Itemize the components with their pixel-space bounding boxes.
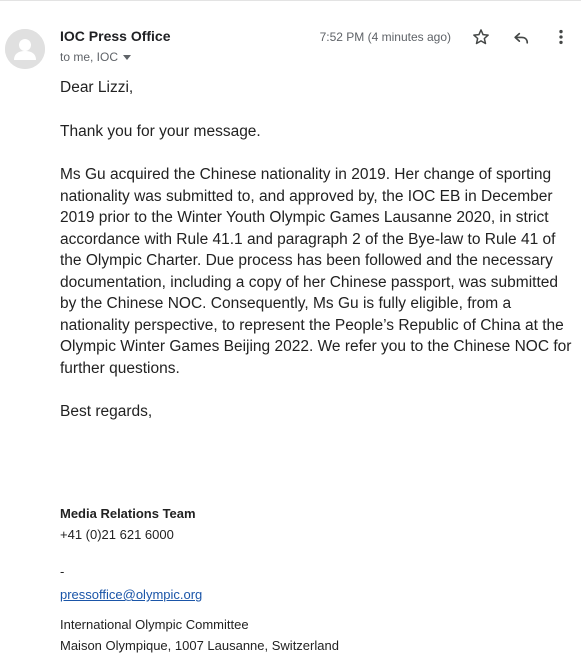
email-body (60, 77, 576, 423)
thanks-line: Thank you for your message. (60, 122, 261, 140)
caret-down-icon (123, 55, 131, 60)
closing-line: Best regards, (60, 403, 153, 420)
recipients-label: to me, IOC (60, 50, 119, 64)
signature-organization: International Olympic Committee (60, 617, 249, 632)
sender-name[interactable]: IOC Press Office (60, 28, 171, 44)
sender-avatar[interactable] (5, 29, 45, 69)
more-vertical-icon (551, 27, 571, 47)
main-paragraph: Ms Gu acquired the Chinese nationality in 2019. Her change of sporting nationality was submitted to, and approved by, the IOC EB in December 2019 prior to the Winter Youth Olympic Games Lausanne 2020, in strict accordance with Rule 41.1 and paragraph 2 of the Bye-law to Rule 41 of the Olympic Charter. Due process has been followed and the necessary documentation, including a copy of her Chinese passport, was submitted by the Chinese NOC. Consequently, Ms Gu is fully eligible, from a nationality perspective, to represent the People’s Republic of China at the Olympic Winter Games Beijing 2022. We refer you to the Chinese NOC for further questions. (60, 166, 572, 377)
star-icon (471, 27, 491, 47)
greeting-line: Dear Lizzi, (60, 79, 134, 96)
star-button[interactable] (470, 26, 492, 48)
person-avatar-icon (5, 29, 45, 69)
email-header (0, 0, 581, 70)
signature-separator: - (60, 564, 65, 579)
reply-icon (511, 27, 531, 47)
reply-button[interactable] (510, 26, 532, 48)
signature-address: Maison Olympique, 1007 Lausanne, Switzerland (60, 638, 339, 653)
recipients-toggle[interactable] (60, 50, 131, 64)
email-timestamp: 7:52 PM (4 minutes ago) (319, 30, 451, 44)
more-options-button[interactable] (550, 26, 572, 48)
signature-team: Media Relations Team (60, 506, 196, 521)
email-signature (60, 505, 339, 653)
signature-phone: +41 (0)21 621 6000 (60, 527, 174, 542)
signature-email-link[interactable]: pressoffice@olympic.org (60, 587, 203, 602)
